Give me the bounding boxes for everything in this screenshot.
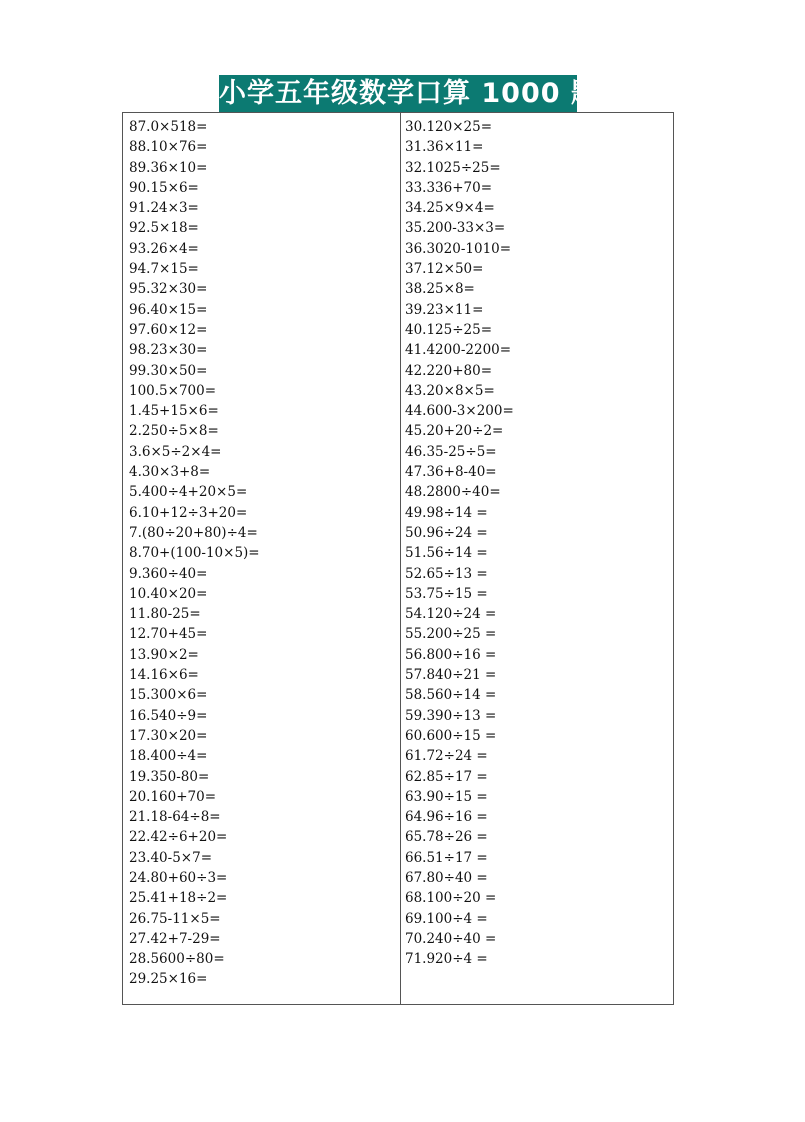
problem-item: 52.65÷13 = — [405, 565, 488, 582]
problem-item: 88.10×76= — [129, 139, 208, 156]
problem-item: 17.30×20= — [129, 727, 208, 744]
problem-table — [122, 112, 674, 1005]
problem-item: 97.60×12= — [129, 321, 208, 338]
problem-item: 33.336+70= — [405, 179, 493, 196]
problem-item: 58.560÷14 = — [405, 687, 497, 704]
problem-item: 42.220+80= — [405, 362, 493, 379]
problem-item: 8.70+(100-10×5)= — [129, 545, 260, 562]
left-column — [123, 113, 401, 1004]
problem-item: 21.18-64÷8= — [129, 809, 221, 826]
problem-item: 32.1025÷25= — [405, 159, 501, 176]
problem-item: 26.75-11×5= — [129, 910, 221, 927]
problem-item: 49.98÷14 = — [405, 504, 488, 521]
problem-item: 14.16×6= — [129, 667, 199, 684]
problem-item: 38.25×8= — [405, 281, 475, 298]
problem-item: 10.40×20= — [129, 585, 208, 602]
problem-item: 6.10+12÷3+20= — [129, 504, 248, 521]
problem-item: 4.30×3+8= — [129, 464, 211, 481]
page-title: 小学五年级数学口算 1000 题 — [219, 75, 577, 112]
problem-item: 39.23×11= — [405, 301, 484, 318]
problem-item: 92.5×18= — [129, 220, 199, 237]
problem-item: 53.75÷15 = — [405, 585, 488, 602]
problem-item: 96.40×15= — [129, 301, 208, 318]
problem-item: 95.32×30= — [129, 281, 208, 298]
problem-item: 7.(80÷20+80)÷4= — [129, 524, 258, 541]
problem-item: 23.40-5×7= — [129, 849, 213, 866]
problem-item: 19.350-80= — [129, 768, 210, 785]
problem-item: 59.390÷13 = — [405, 707, 497, 724]
problem-item: 68.100÷20 = — [405, 890, 497, 907]
problem-item: 47.36+8-40= — [405, 464, 497, 481]
problem-item: 64.96÷16 = — [405, 809, 488, 826]
problem-item: 40.125÷25= — [405, 321, 493, 338]
problem-item: 35.200-33×3= — [405, 220, 506, 237]
problem-item: 28.5600÷80= — [129, 951, 225, 968]
problem-item: 13.90×2= — [129, 646, 199, 663]
problem-item: 65.78÷26 = — [405, 829, 488, 846]
problem-item: 25.41+18÷2= — [129, 890, 228, 907]
problem-item: 56.800÷16 = — [405, 646, 497, 663]
problem-item: 22.42÷6+20= — [129, 829, 228, 846]
problem-item: 51.56÷14 = — [405, 545, 488, 562]
problem-item: 62.85÷17 = — [405, 768, 488, 785]
problem-item: 41.4200-2200= — [405, 342, 512, 359]
problem-item: 87.0×518= — [129, 119, 208, 135]
problem-item: 27.42+7-29= — [129, 930, 221, 947]
problem-item: 89.36×10= — [129, 159, 208, 176]
problem-item: 48.2800÷40= — [405, 484, 501, 501]
problem-item: 46.35-25÷5= — [405, 443, 497, 460]
problem-item: 66.51÷17 = — [405, 849, 488, 866]
problem-item: 30.120×25= — [405, 119, 493, 135]
problem-item: 34.25×9×4= — [405, 200, 495, 217]
problem-item: 67.80÷40 = — [405, 869, 488, 886]
problem-item: 12.70+45= — [129, 626, 208, 643]
problem-item: 54.120÷24 = — [405, 606, 497, 623]
problem-item: 61.72÷24 = — [405, 748, 488, 765]
problem-item: 94.7×15= — [129, 261, 199, 278]
problem-item: 3.6×5÷2×4= — [129, 443, 222, 460]
problem-item: 20.160+70= — [129, 788, 217, 805]
problem-item: 9.360÷40= — [129, 565, 208, 582]
problem-item: 99.30×50= — [129, 362, 208, 379]
problem-item: 98.23×30= — [129, 342, 208, 359]
problem-item: 16.540÷9= — [129, 707, 208, 724]
right-column — [401, 113, 673, 1004]
problem-item: 63.90÷15 = — [405, 788, 488, 805]
problem-item: 60.600÷15 = — [405, 727, 497, 744]
problem-item: 71.920÷4 = — [405, 951, 488, 968]
problem-item: 24.80+60÷3= — [129, 869, 228, 886]
problem-item: 36.3020-1010= — [405, 240, 512, 257]
problem-item: 57.840÷21 = — [405, 667, 497, 684]
problem-item: 50.96÷24 = — [405, 524, 488, 541]
problem-item: 11.80-25= — [129, 606, 201, 623]
problem-item: 91.24×3= — [129, 200, 199, 217]
problem-item: 43.20×8×5= — [405, 382, 495, 399]
problem-item: 31.36×11= — [405, 139, 484, 156]
problem-item: 29.25×16= — [129, 971, 208, 988]
problem-item: 69.100÷4 = — [405, 910, 488, 927]
problem-item: 90.15×6= — [129, 179, 199, 196]
problem-item: 55.200÷25 = — [405, 626, 497, 643]
problem-item: 15.300×6= — [129, 687, 208, 704]
problem-item: 70.240÷40 = — [405, 930, 497, 947]
problem-item: 100.5×700= — [129, 382, 217, 399]
problem-item: 5.400÷4+20×5= — [129, 484, 248, 501]
problem-item: 93.26×4= — [129, 240, 199, 257]
problem-item: 44.600-3×200= — [405, 403, 514, 420]
problem-item: 2.250÷5×8= — [129, 423, 219, 440]
problem-item: 45.20+20÷2= — [405, 423, 504, 440]
problem-item: 1.45+15×6= — [129, 403, 219, 420]
problem-item: 18.400÷4= — [129, 748, 208, 765]
problem-item: 37.12×50= — [405, 261, 484, 278]
